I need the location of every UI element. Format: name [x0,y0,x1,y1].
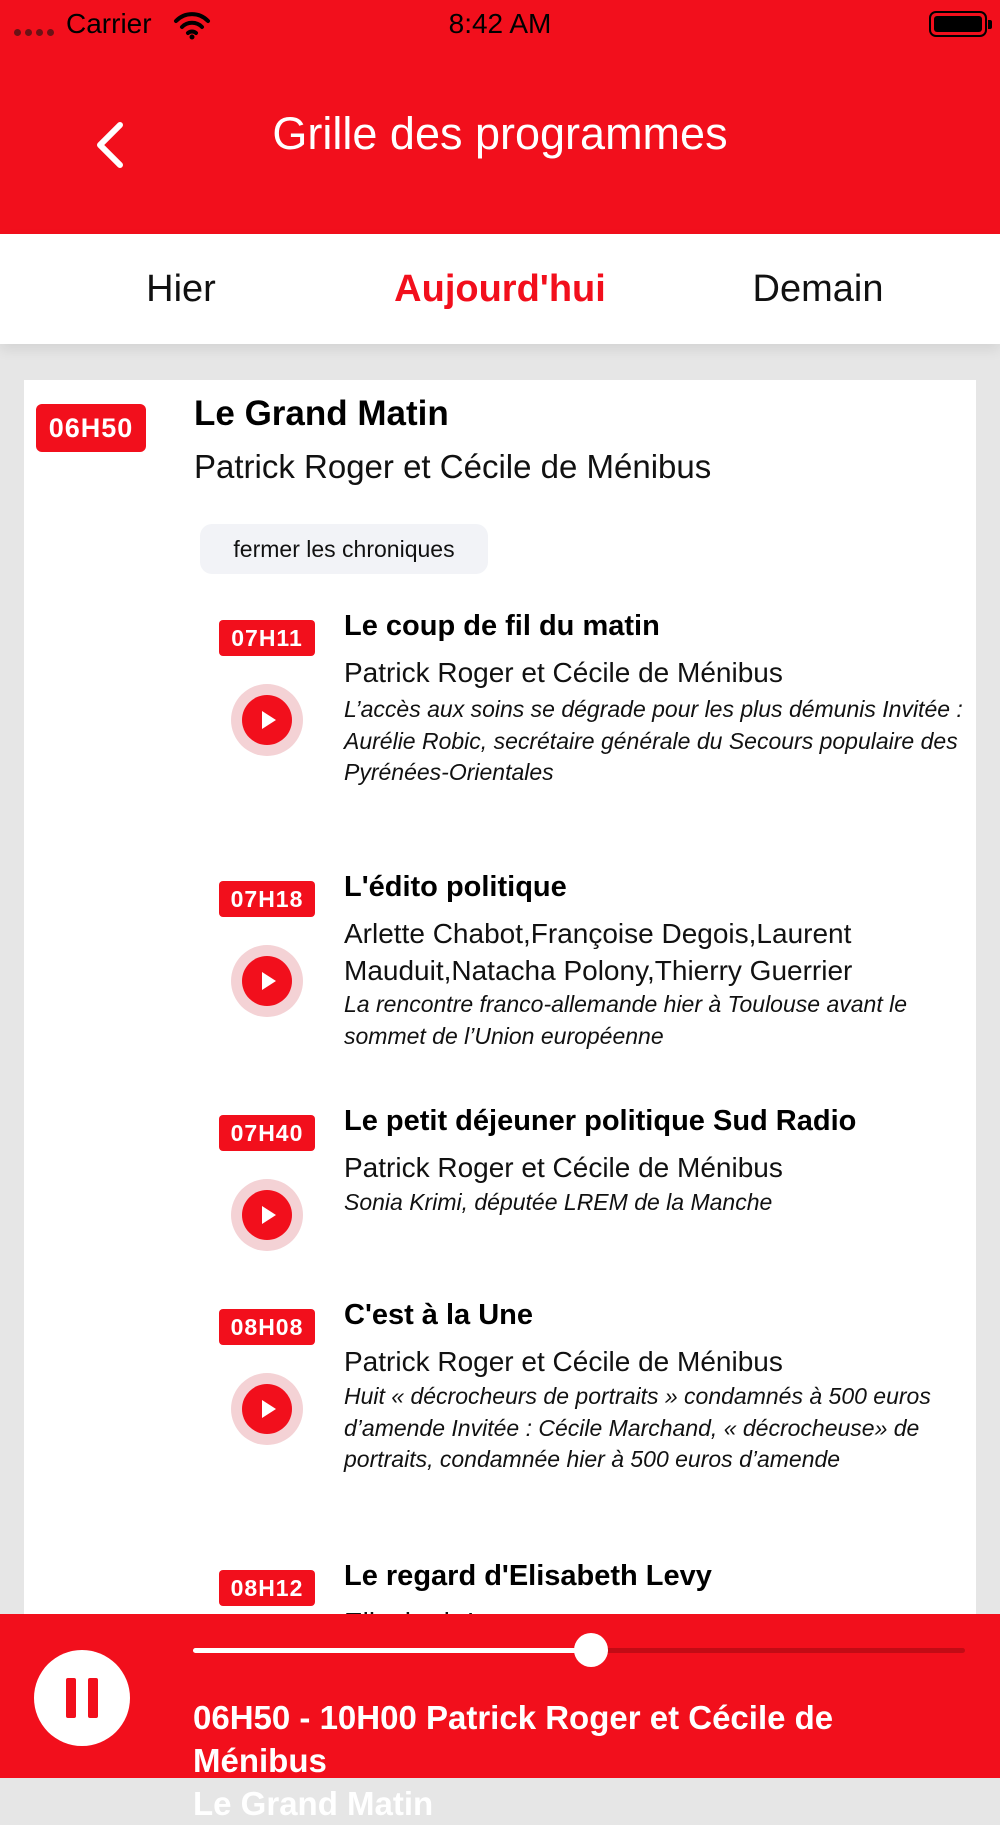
page-title: Grille des programmes [272,108,728,159]
chronique-title[interactable]: C'est à la Une [344,1299,534,1331]
chronique-time-badge: 07H11 [219,620,315,656]
now-playing [193,1696,973,1825]
chronique-hosts: Patrick Roger et Cécile de Ménibus [344,1346,783,1377]
battery-icon [929,11,987,37]
chronique-time-badge: 07H18 [219,881,315,917]
chronique-hosts: Arlette Chabot,Françoise Degois,Laurent Mauduit,Natacha Polony,Thierry Guerrier [344,918,853,986]
play-icon [242,1384,292,1434]
chronique-hosts: Patrick Roger et Cécile de Ménibus [344,1152,783,1183]
chronique-time-badge: 08H12 [219,1570,315,1606]
now-playing-line1: 06H50 - 10H00 Patrick Roger et Cécile de Ménibus [193,1699,834,1779]
program-card [24,380,976,1620]
chronique-title[interactable]: Le coup de fil du matin [344,610,660,642]
pause-button[interactable] [34,1650,130,1746]
status-bar [0,0,1000,50]
chronique-time-badge: 08H08 [219,1309,315,1345]
play-icon [242,695,292,745]
chronique-title[interactable]: Le petit déjeuner politique Sud Radio [344,1105,857,1137]
chronique-description: Sonia Krimi, députée LREM de la Manche [344,1189,773,1215]
chronique-time-badge: 07H40 [219,1115,315,1151]
play-icon [242,956,292,1006]
chronique-hosts: Patrick Roger et Cécile de Ménibus [344,657,783,688]
program-title: Le Grand Matin [194,394,449,433]
status-time: 8:42 AM [448,8,552,39]
chronique-title[interactable]: Le regard d'Elisabeth Levy [344,1560,712,1592]
day-tabs [0,234,1000,344]
play-button[interactable] [231,945,303,1017]
play-button[interactable] [231,1179,303,1251]
chronique-description: La rencontre franco-allemande hier à Toulouse avant le sommet de l’Union européenne [344,991,908,1049]
play-button[interactable] [231,684,303,756]
now-playing-line2: Le Grand Matin [193,1785,434,1822]
chronique-description: L’accès aux soins se dégrade pour les plus démunis Invitée : Aurélie Robic, secrétaire générale du Secours populaire des Pyrénées-Orientales [344,696,963,785]
program-time-badge: 06H50 [36,404,146,452]
chronique-description: Huit « décrocheurs de portraits » condamnés à 500 euros d’amende Invitée : Cécile Marchand, « décrocheuse» de portraits, condamnée hier à 500 euros d’amende [344,1383,931,1472]
play-button[interactable] [231,1373,303,1445]
play-icon [242,1190,292,1240]
audio-player [0,1614,1000,1822]
header [0,0,1000,234]
progress-knob[interactable] [574,1633,608,1667]
tab-aujourdhui[interactable]: Aujourd'hui [394,268,606,310]
chronique-title[interactable]: L'édito politique [344,871,567,903]
carrier-label: Carrier [66,8,152,39]
toggle-chroniques-button[interactable]: fermer les chroniques [200,524,488,574]
tab-hier[interactable]: Hier [146,268,216,310]
tab-demain[interactable]: Demain [752,268,884,310]
progress-fill [193,1648,591,1653]
program-hosts: Patrick Roger et Cécile de Ménibus [194,448,712,485]
